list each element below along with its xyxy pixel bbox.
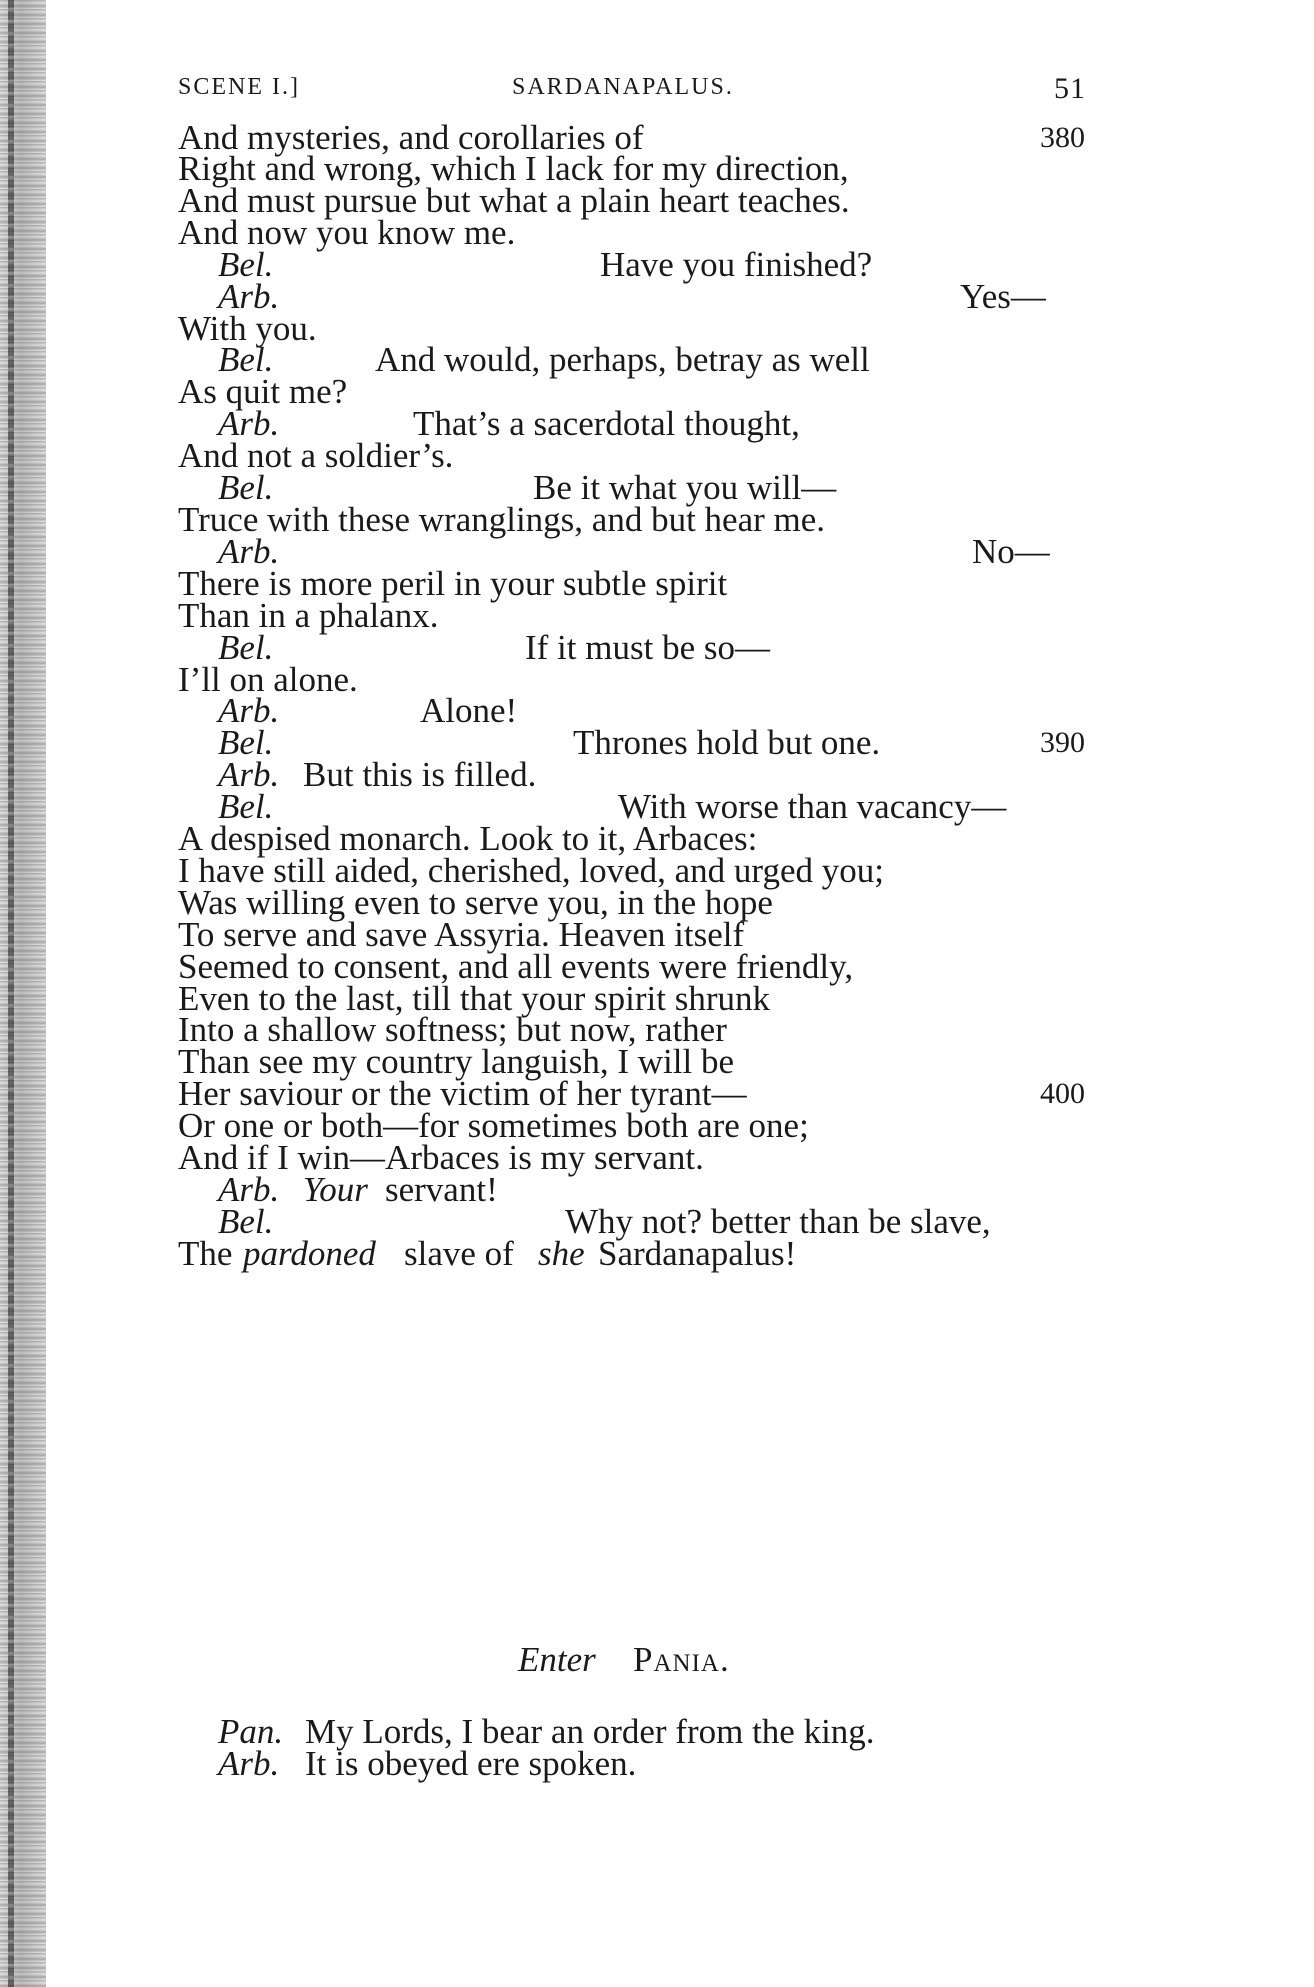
line-text: Or one or both—for sometimes both are one;: [178, 1106, 809, 1145]
speaker-name: Bel.: [218, 468, 274, 507]
speaker-name: Bel.: [218, 628, 274, 667]
line-text: My Lords, I bear an order from the king.: [305, 1712, 875, 1751]
line-text: And must pursue but what a plain heart teaches.: [178, 181, 850, 220]
line-number: 400: [1040, 1077, 1085, 1110]
speaker-name: Bel.: [218, 245, 274, 284]
line-text: A despised monarch. Look to it, Arbaces:: [178, 819, 758, 858]
stage-direction-enter: Enter: [518, 1640, 596, 1679]
line-number: 390: [1040, 726, 1085, 759]
line-text: With you.: [178, 309, 317, 348]
line-text: Have you finished?: [600, 245, 873, 284]
speaker-name: Arb.: [218, 532, 280, 571]
line-text: There is more peril in your subtle spirit: [178, 564, 728, 603]
line-text: And now you know me.: [178, 213, 516, 252]
line-text: And mysteries, and corollaries of: [178, 118, 644, 157]
line-text: That’s a sacerdotal thought,: [413, 404, 800, 443]
speaker-name: Pan.: [218, 1712, 284, 1751]
line-text: Alone!: [420, 691, 518, 730]
speaker-name: Bel.: [218, 787, 274, 826]
line-text: Than in a phalanx.: [178, 596, 439, 635]
line-text: Than see my country languish, I will be: [178, 1042, 734, 1081]
speaker-name: Bel.: [218, 340, 274, 379]
page-number: 51: [1054, 72, 1086, 105]
scene-label: SCENE I.]: [178, 74, 300, 100]
running-title: SARDANAPALUS.: [512, 74, 734, 100]
line-text: Her saviour or the victim of her tyrant—: [178, 1074, 747, 1113]
line-text: As quit me?: [178, 372, 348, 411]
line-text: It is obeyed ere spoken.: [305, 1744, 637, 1783]
speaker-name: Bel.: [218, 723, 274, 762]
speaker-name: Arb.: [218, 404, 280, 443]
speaker-name: Bel.: [218, 1202, 274, 1241]
speaker-name: Arb.: [218, 691, 280, 730]
line-text: And if I win—Arbaces is my servant.: [178, 1138, 704, 1177]
line-text: Sardanapalus!: [598, 1234, 797, 1273]
emphasis-text: she: [538, 1234, 585, 1273]
speaker-name: Arb.: [218, 1744, 280, 1783]
line-text: But this is filled.: [303, 755, 537, 794]
line-text: Even to the last, till that your spirit shrunk: [178, 979, 771, 1018]
verse-line: [0, 1234, 1314, 1274]
line-text: I have still aided, cherished, loved, and urged you;: [178, 851, 884, 890]
speaker-name: Arb.: [218, 1170, 280, 1209]
line-text: The: [178, 1234, 233, 1273]
line-text: No—: [972, 532, 1050, 571]
running-header: [0, 74, 1314, 114]
line-text: Right and wrong, which I lack for my direction,: [178, 149, 849, 188]
line-text: Seemed to consent, and all events were friendly,: [178, 947, 854, 986]
line-text: Was willing even to serve you, in the hope: [178, 883, 773, 922]
line-text: To serve and save Assyria. Heaven itself: [178, 915, 745, 954]
line-text: And would, perhaps, betray as well: [375, 340, 870, 379]
line-number: 380: [1040, 121, 1085, 154]
line-text: Be it what you will—: [533, 468, 837, 507]
line-text: servant!: [385, 1170, 498, 1209]
line-text: Into a shallow softness; but now, rather: [178, 1010, 727, 1049]
speaker-name: Arb.: [218, 755, 280, 794]
line-text: And not a soldier’s.: [178, 436, 454, 475]
emphasis-text: Your: [303, 1170, 368, 1209]
line-text: Yes—: [960, 277, 1046, 316]
verse-line: [0, 1744, 1314, 1784]
stage-direction: [0, 1640, 1314, 1680]
line-text: With worse than vacancy—: [618, 787, 1007, 826]
line-text: Thrones hold but one.: [573, 723, 881, 762]
line-text: slave of: [404, 1234, 514, 1273]
line-text: I’ll on alone.: [178, 660, 358, 699]
emphasis-text: pardoned: [243, 1234, 376, 1273]
line-text: Truce with these wranglings, and but hear me.: [178, 500, 826, 539]
stage-direction-character: Pania.: [633, 1640, 730, 1679]
line-text: Why not? better than be slave,: [565, 1202, 991, 1241]
speaker-name: Arb.: [218, 277, 280, 316]
line-text: If it must be so—: [525, 628, 770, 667]
